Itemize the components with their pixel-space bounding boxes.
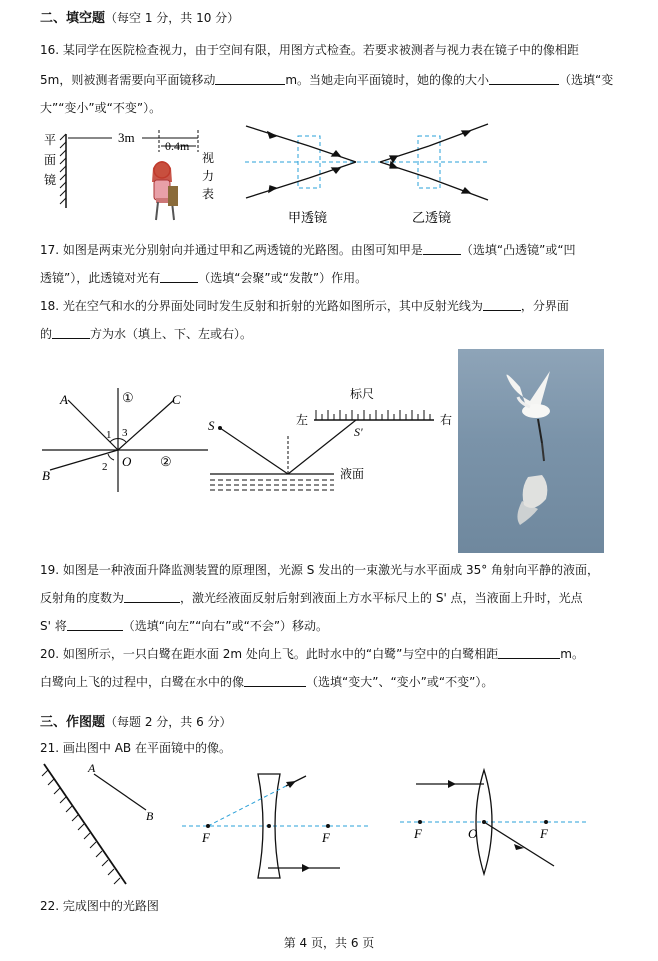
q22-text: 22. 完成图中的光路图	[40, 899, 159, 913]
q19-text-a: 反射角的度数为	[40, 591, 125, 605]
q17-text-a: 17. 如图是两束光分别射向并通过甲和乙两透镜的光路图。由图可知甲是	[40, 243, 423, 257]
section-3-note: （每题 2 分，共 6 分）	[105, 715, 232, 729]
mirror-ab-figure	[38, 760, 168, 890]
optical-center-O: O	[468, 826, 478, 841]
q20-text-a: 20. 如图所示，一只白鹭在距水面 2m 处向上飞。此时水中的“白鹭”与空中的白鹭相距	[40, 647, 499, 661]
q16-text-b: m。当她走向平面镜时，她的像的大小	[285, 73, 490, 87]
q16-text-a: 5m，则被测者需要向平面镜移动	[40, 73, 216, 87]
focal-F-left-1: F	[202, 830, 210, 845]
point-S-prime: S'	[354, 425, 363, 439]
q18-text-a: 18. 光在空气和水的分界面处同时发生反射和折射的光路如图所示，其中反射光线为	[40, 299, 483, 313]
q18-text-b: ，分界面	[520, 299, 569, 313]
label-B: B	[42, 468, 50, 483]
distance-0.4m: 0.4m	[165, 139, 190, 153]
section-2-title	[40, 10, 239, 27]
q17-line2	[40, 270, 367, 286]
ruler-right-label: 右	[440, 413, 453, 427]
chart-label-3: 表	[202, 187, 215, 201]
convex-lens-figure	[398, 762, 598, 892]
ruler-left-label: 左	[296, 413, 309, 427]
q19-line3	[40, 618, 328, 634]
q20-text-c: 白鹭向上飞的过程中，白鹭在水中的像	[40, 675, 245, 689]
q18-blank-2[interactable]	[52, 326, 90, 339]
q17-blank-2[interactable]	[160, 270, 198, 283]
source-S-label: S	[208, 418, 215, 433]
angle-2: 2	[102, 461, 108, 473]
q16-line3: 大”“变小”或“不变”）。	[40, 101, 162, 115]
angle-1: 1	[106, 429, 112, 441]
girl-icon	[152, 161, 178, 220]
reflection-refraction-figure	[38, 384, 208, 494]
section-2-note: （每空 1 分，共 10 分）	[105, 11, 240, 25]
focal-F-left-2: F	[414, 826, 422, 841]
q17-text-b: （选填“凸透镜”或“凹	[460, 243, 576, 257]
q19-text-b: ，激光经液面反射后射到液面上方水平标尺上的 S' 点，当液面上升时，光点	[180, 591, 583, 605]
focal-F-right-1: F	[322, 830, 330, 845]
region-1: ①	[122, 390, 134, 405]
q17-text-c: 透镜”），此透镜对光有	[40, 271, 161, 285]
ruler-label: 标尺	[350, 387, 375, 401]
lens-jia-label: 甲透镜	[288, 210, 328, 225]
section-2-heading: 二、填空题	[40, 11, 106, 26]
q18-line2	[40, 326, 252, 342]
q16-blank-1[interactable]	[215, 72, 285, 85]
q18-text-d: 方为水（填上、下、左或右）。	[90, 327, 253, 341]
concave-lens-figure	[180, 762, 370, 892]
lens-figure	[240, 118, 500, 228]
q17-line1	[40, 242, 576, 258]
q16-line2	[40, 72, 613, 88]
q20-line1	[40, 646, 584, 662]
mirror-label-3: 镜	[44, 173, 57, 187]
point-A: A	[88, 761, 96, 775]
label-A: A	[60, 392, 68, 407]
q21-text: 21. 画出图中 AB 在平面镜中的像。	[40, 741, 231, 755]
q18-text-c: 的	[40, 327, 53, 341]
focal-F-right-2: F	[540, 826, 548, 841]
q19-text-d: （选填“向左”“向右”或“不会”）移动。	[122, 619, 329, 633]
label-C: C	[172, 392, 181, 407]
lens-yi-label: 乙透镜	[412, 210, 452, 225]
laser-level-figure	[204, 384, 454, 494]
q16-text-c: （选填“变	[559, 73, 614, 87]
mirror-label-2: 面	[44, 153, 57, 167]
label-O: O	[122, 454, 132, 469]
q18-line1	[40, 298, 569, 314]
q20-blank-2[interactable]	[244, 674, 306, 687]
chart-label-1: 视	[202, 151, 215, 165]
mirror-label-1: 平	[44, 133, 57, 147]
egret-image	[458, 349, 604, 553]
q19-blank-2[interactable]	[67, 618, 123, 631]
q20-text-d: （选填“变大”、“变小”或“不变”）。	[306, 675, 494, 689]
chart-label-2: 力	[202, 169, 215, 183]
q20-line2	[40, 674, 493, 690]
distance-3m: 3m	[118, 130, 135, 145]
q16-line1: 16. 某同学在医院检查视力，由于空间有限，用图方式检查。若要求被测者与视力表在镜子中的像相距	[40, 43, 579, 57]
egret-photo	[458, 349, 604, 553]
section-3-heading: 三、作图题	[40, 715, 106, 730]
q20-blank-1[interactable]	[498, 646, 560, 659]
vision-test-figure	[38, 122, 238, 232]
liquid-surface-label: 液面	[340, 467, 365, 481]
q19-line2	[40, 590, 583, 606]
q19-text-c: S' 将	[40, 619, 67, 633]
q19-blank-1[interactable]	[124, 590, 180, 603]
point-B: B	[146, 809, 154, 823]
q16-blank-2[interactable]	[489, 72, 559, 85]
q20-text-b: m。	[560, 647, 584, 661]
q18-blank-1[interactable]	[483, 298, 521, 311]
section-3-title	[40, 714, 232, 731]
region-2: ②	[160, 454, 172, 469]
q17-blank-1[interactable]	[423, 242, 461, 255]
page-footer: 第 4 页，共 6 页	[283, 936, 375, 950]
q19-line1: 19. 如图是一种液面升降监测装置的原理图，光源 S 发出的一束激光与水平面成 35° 角射向平静的液面，	[40, 563, 600, 577]
q17-text-d: （选填“会聚”或“发散”）作用。	[198, 271, 368, 285]
angle-3: 3	[122, 427, 128, 439]
